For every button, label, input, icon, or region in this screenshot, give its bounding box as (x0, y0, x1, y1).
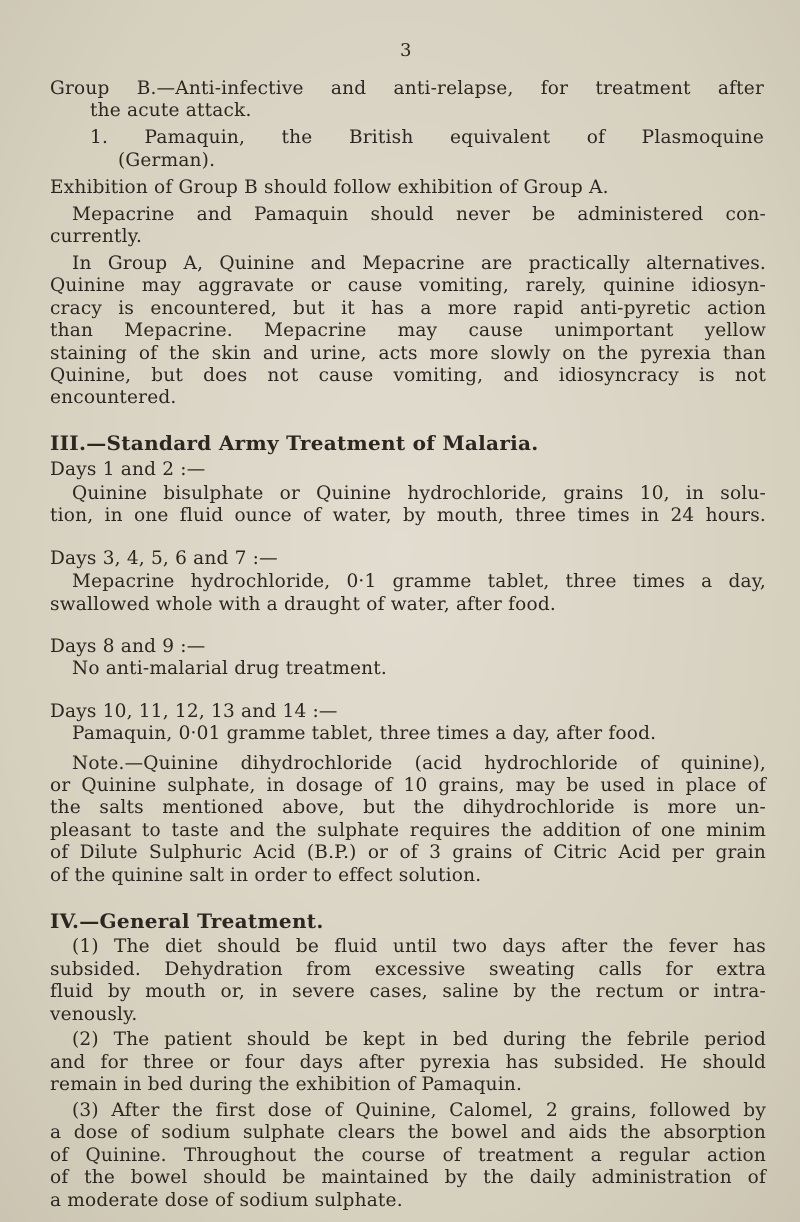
note-line2: or Quinine sulphate, in dosage of 10 grains, may be used in place of (50, 775, 766, 796)
days-1-2-label: Days 1 and 2 :— (50, 459, 206, 480)
section4-heading: IV.—General Treatment. (50, 908, 324, 933)
days-1-2-line1: Quinine bisulphate or Quinine hydrochloride, grains 10, in solu- (72, 482, 766, 504)
days-3-7-line2: swallowed whole with a draught of water, after food. (50, 593, 556, 615)
general-p3-line3: of Quinine. Throughout the course of treatment a regular action (50, 1144, 766, 1166)
note-line6: of the quinine salt in order to effect solution. (50, 864, 482, 886)
general-p3-line2: a dose of sodium sulphate clears the bowel and aids the absorption (50, 1122, 766, 1144)
section3-heading: III.—Standard Army Treatment of Malaria. (50, 431, 539, 456)
days-3-7-label: Days 3, 4, 5, 6 and 7 :— (50, 547, 278, 569)
days-10-14-label: Days 10, 11, 12, 13 and 14 :— (50, 701, 338, 722)
group-b-exhibition-note: Exhibition of Group B should follow exhibition of Group A. (50, 176, 609, 198)
general-p1-line2: subsided. Dehydration from excessive sweating calls for extra (50, 958, 766, 980)
general-p3-line1: (3) After the first dose of Quinine, Calomel, 2 grains, followed by (72, 1099, 766, 1121)
general-p1-line4: venously. (50, 1003, 138, 1025)
general-p3-line4: of the bowel should be maintained by the daily administration of (50, 1167, 766, 1189)
note-line3: the salts mentioned above, but the dihydrochloride is more un- (50, 797, 766, 819)
mepacrine-warning-line1: Mepacrine and Pamaquin should never be administered con- (72, 203, 766, 225)
group-b-heading-line1: Group B.—Anti-infective and anti-relapse, for treatment after (50, 78, 764, 99)
general-p1-line3: fluid by mouth or, in severe cases, saline by the rectum or intra- (50, 981, 766, 1003)
group-b-item1-line2: (German). (118, 149, 216, 171)
note-line4: pleasant to taste and the sulphate requires the addition of one minim (50, 819, 766, 841)
general-p3-line5: a moderate dose of sodium sulphate. (50, 1189, 403, 1211)
mepacrine-warning-line2: currently. (50, 225, 143, 247)
comparison-line3: cracy is encountered, but it has a more rapid anti-pyretic action (50, 297, 766, 319)
general-p2-line2: and for three or four days after pyrexia has subsided. He should (50, 1051, 766, 1073)
comparison-line6: Quinine, but does not cause vomiting, and idiosyncracy is not (50, 364, 766, 386)
comparison-line7: encountered. (50, 387, 177, 409)
days-10-14-line1: Pamaquin, 0·01 gramme tablet, three times a day, after food. (72, 723, 657, 745)
comparison-line5: staining of the skin and urine, acts more slowly on the pyrexia than (50, 342, 766, 364)
comparison-line1: In Group A, Quinine and Mepacrine are practically alternatives. (72, 252, 766, 274)
days-1-2-line2: tion, in one fluid ounce of water, by mouth, three times in 24 hours. (50, 504, 766, 526)
page-number: 3 (400, 40, 412, 61)
days-8-9-line1: No anti-malarial drug treatment. (72, 658, 387, 680)
note-line5: of Dilute Sulphuric Acid (B.P.) or of 3 grains of Citric Acid per grain (50, 842, 766, 864)
days-8-9-label: Days 8 and 9 :— (50, 636, 206, 657)
comparison-line2: Quinine may aggravate or cause vomiting, rarely, quinine idiosyn- (50, 275, 766, 297)
general-p2-line3: remain in bed during the exhibition of Pamaquin. (50, 1074, 523, 1096)
group-b-item1-line1: 1. Pamaquin, the British equivalent of Plasmoquine (90, 127, 764, 149)
days-3-7-line1: Mepacrine hydrochloride, 0·1 gramme tablet, three times a day, (72, 571, 766, 592)
comparison-line4: than Mepacrine. Mepacrine may cause unimportant yellow (50, 320, 766, 341)
group-b-heading-line2: the acute attack. (90, 100, 252, 122)
general-p2-line1: (2) The patient should be kept in bed during the febrile period (72, 1029, 766, 1051)
note-line1: Note.—Quinine dihydrochloride (acid hydrochloride of quinine), (72, 752, 766, 774)
general-p1-line1: (1) The diet should be fluid until two days after the fever has (72, 936, 766, 958)
